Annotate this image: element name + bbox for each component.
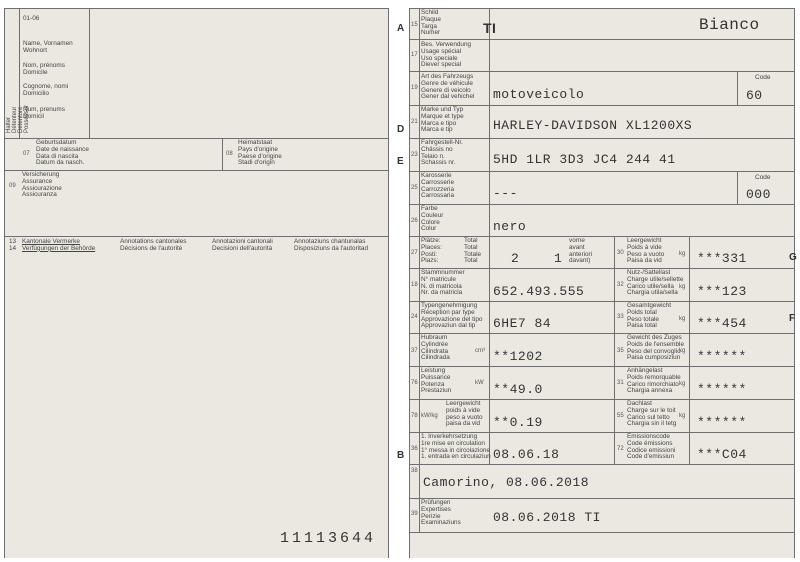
field-55-unit: kg	[679, 413, 686, 419]
field-35-label: Gewicht des Zuges Poids de l'ensemble Peso del convoglio Paisa cumposiziun	[627, 334, 684, 362]
payload-value: ***123	[697, 284, 747, 299]
field-78-unit: kW/kg	[421, 413, 438, 419]
field-18-label: Stammnummer N° matricule N. di matricola Nr. da matricla	[421, 269, 465, 297]
roof-load-value: ******	[697, 415, 747, 430]
body-type-code: 000	[746, 187, 771, 202]
body-type-code-label: Code	[755, 174, 771, 181]
field-18-number: 18	[411, 282, 418, 288]
field-17-number: 17	[411, 52, 418, 58]
label-0106: 01-06	[23, 15, 40, 22]
field-26-label: Farbe Couleur Colore Colur	[421, 205, 444, 233]
first-registration-value: 08.06.18	[493, 447, 560, 462]
vehicle-type-code: 60	[746, 88, 763, 103]
field-19-label: Art des Fahrzeugs Genre de véhicule Genere di veicolo Gener dal vehichel	[421, 73, 475, 101]
field-30-number: 30	[617, 250, 624, 256]
side-mark-a: A	[397, 23, 405, 34]
side-mark-g: G	[789, 252, 797, 263]
side-mark-f: F	[789, 313, 796, 324]
field-37-label: Hubraum Cylindrée Cilindrata Cilindrada	[421, 334, 450, 362]
field-72-number: 72	[617, 446, 624, 452]
field-31-number: 31	[617, 380, 624, 386]
field-36-label: 1. Inverkehrsetzung 1re mise en circulation 1° messa in circolazione 1. entrada en circulaziun	[421, 433, 491, 461]
right-page	[397, 8, 797, 558]
field-78-number: 78	[411, 413, 418, 419]
field-33-label: Gesamtgewicht Poids total Peso totale Paisa total	[627, 302, 672, 330]
emission-code-value: ***C04	[697, 447, 747, 462]
field-72-label: Emissionscode Code émissions Codice emissioni Code d'emissiun	[627, 433, 676, 461]
field-35-unit: kg	[679, 348, 686, 354]
cognome-label: Cognome, nomi Domicilio	[23, 83, 69, 97]
field-39-label: Prüfungen Expertises Perizie Examinaziuns	[421, 499, 461, 527]
field-15-number: 15	[411, 22, 418, 28]
towing-weight-value: ******	[697, 382, 747, 397]
nom-label: Nom, prénoms Domicile	[23, 62, 65, 76]
name-label: Name, Vornamen Wohnort	[23, 40, 73, 54]
field-07-number: 07	[23, 151, 30, 157]
field-27-label: Plätze: Places: Posti: Plazs:	[421, 237, 442, 265]
field-21-number: 21	[411, 119, 418, 125]
registration-number-value: 652.493.555	[493, 284, 585, 299]
field-13-number: 13 14	[9, 238, 17, 252]
field-07-label: Geburtsdatum Date de naissance Data di nascita Datum da nasch.	[36, 139, 89, 167]
field-08-label: Heimatstaat Pays d'origine Paese d'origine Stadi d'origin	[238, 139, 282, 167]
field-32-label: Nutz-/Sattellast Charge utile/sellette Carico utile/sella Chargia utila/sella	[627, 269, 684, 297]
field-27-number: 27	[411, 250, 418, 256]
plate-canton: TI	[483, 20, 497, 36]
color-value: nero	[493, 219, 527, 234]
field-24-number: 24	[411, 314, 418, 320]
train-weight-value: ******	[697, 349, 747, 364]
field-15-label: Schild Plaque Targa Numer	[421, 9, 441, 37]
cantonal-notes-it: Annotazioni cantonali Decisioni dell'autorità	[212, 238, 273, 252]
field-25-number: 25	[411, 185, 418, 191]
field-78-label: Leergewicht poids à vide peso a vuoto paisa da vid	[446, 400, 483, 428]
field-55-label: Dachlast Charge sur le toit Carico sul tetto Chargia sin il tetg	[627, 400, 677, 428]
field-25-label: Karosserie Carrosserie Carrozzeria Carrossaria	[421, 172, 455, 200]
power-to-weight-value: **0.19	[493, 415, 543, 430]
type-approval-value: 6HE7 84	[493, 316, 552, 331]
side-mark-e: E	[397, 156, 404, 167]
field-19-number: 19	[411, 85, 418, 91]
vehicle-type-value: motoveicolo	[493, 87, 585, 102]
displacement-value: **1202	[493, 349, 543, 364]
field-37-number: 37	[411, 348, 418, 354]
holder-side-label: Halter Détenteur Detentore Possessur	[6, 104, 30, 133]
field-39-number: 39	[411, 511, 418, 517]
field-38-number: 38	[411, 468, 418, 474]
field-76-number: 76	[411, 380, 418, 386]
inspection-value: 08.06.2018 TI	[493, 510, 601, 525]
field-26-number: 26	[411, 218, 418, 224]
cantonal-notes-de: Kantonale Vermerke Verfügungen der Behörde	[22, 238, 96, 252]
place-date-value: Camorino, 08.06.2018	[423, 475, 590, 490]
field-37-unit: cm³	[475, 348, 485, 354]
field-17-label: Bes. Verwendung Usage spécial Uso speciale Diever special	[421, 41, 472, 69]
field-30-unit: kg	[679, 251, 686, 257]
cantonal-notes-rm: Annotaziuns chantunalas Disposiziuns da l'autoritad	[294, 238, 369, 252]
document-serial-number: 11113644	[280, 530, 377, 547]
field-76-label: Leistung Puissance Potenza Prestaziun	[421, 367, 452, 395]
chassis-number-value: 5HD 1LR 3D3 JC4 244 41	[493, 152, 676, 167]
field-33-unit: kg	[679, 316, 686, 322]
field-09-label: Versicherung Assurance Assicurazione Assicuranza	[22, 171, 62, 199]
seats-front-label: vorne avant anteriori davant)	[569, 237, 593, 265]
field-31-label: Anhängelast Poids remorquable Carico rimorchiato Chargia annexa	[627, 367, 681, 395]
field-33-number: 33	[617, 314, 624, 320]
field-09-number: 09	[9, 183, 16, 189]
field-30-label: Leergewicht Poids à vide Peso a vuoto Paisa da vid	[627, 237, 665, 265]
total-weight-value: ***454	[697, 316, 747, 331]
empty-weight-value: ***331	[697, 251, 747, 266]
field-31-unit: kg	[679, 381, 686, 387]
field-08-number: 08	[226, 151, 233, 157]
field-32-number: 32	[617, 282, 624, 288]
seats-total-value: 2	[511, 251, 520, 266]
seats-front-value: 1	[554, 251, 563, 266]
field-24-label: Typengenehmigung Réception par type Approvazione del tipo Approvaziun dal tip	[421, 302, 483, 330]
plate-color: Bianco	[699, 16, 760, 34]
field-35-number: 35	[617, 348, 624, 354]
field-55-number: 55	[617, 413, 624, 419]
field-23-number: 23	[411, 152, 418, 158]
field-36-number: 36	[411, 446, 418, 452]
power-value: **49.0	[493, 382, 543, 397]
num-label: Num, prenums Domicil	[23, 106, 65, 120]
vehicle-type-code-label: Code	[755, 74, 771, 81]
left-page	[4, 8, 389, 558]
field-76-unit: kW	[475, 380, 484, 386]
side-mark-d: D	[397, 124, 405, 135]
body-type-value: ---	[493, 186, 518, 201]
cantonal-notes-fr: Annotations cantonales Décisions de l'autorité	[120, 238, 187, 252]
field-32-unit: kg	[679, 284, 686, 290]
make-model-value: HARLEY-DAVIDSON XL1200XS	[493, 118, 693, 133]
field-21-label: Marke und Typ Marque et type Marca e tipo Marca e tip	[421, 106, 464, 134]
field-23-label: Fahrgestell-Nr. Châssis no Telaio n. Schassis nr.	[421, 139, 463, 167]
side-mark-b: B	[397, 450, 405, 461]
field-27-total-label: Total Total Totale Total	[464, 237, 482, 265]
